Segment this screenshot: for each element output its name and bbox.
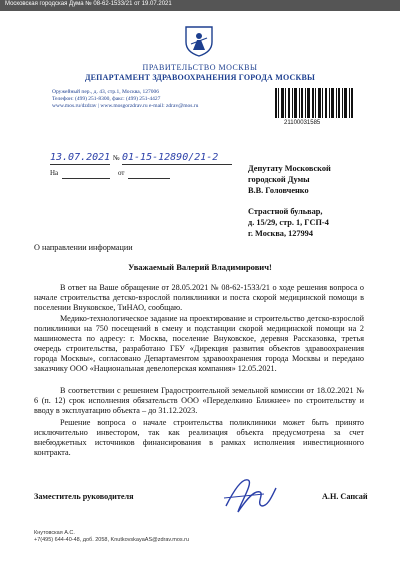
registration-number: 01-15-12890/21-2 [122, 152, 219, 163]
signature-icon [220, 470, 280, 520]
paragraph: В ответ на Ваше обращение от 28.05.2021 № 08-62-1533/21 о ходе решения вопроса о начале строительства детско-взрослой поликлиники и поста скорой медицинской помощи в поселении Внуковское, ТиНАО, сообщаю. [34, 283, 364, 312]
contact-phone: Телефон: (499) 251-8300, факс: (499) 251-4427 [52, 96, 161, 102]
paragraph: Решение вопроса о начале строительства поликлиники может быть принято исключительно инвестором, так как реализация объекта предусмотрена за счет внебюджетных источников финансирования в рамках исполнения инвестиционного контракта. [34, 418, 364, 457]
government-title: ПРАВИТЕЛЬСТВО МОСКВЫ [142, 63, 258, 72]
executor-name: Кнутовская А.С. [34, 530, 75, 536]
salutation: Уважаемый Валерий Владимирович! [128, 262, 272, 272]
number-underline [122, 164, 232, 165]
paragraph: В соответствии с решением Градостроительной земельной комиссии от 18.02.2021 № 6 (п. 12) срок исполнения обязательств ООО «Переделкино Ближнее» по строительству и вводу в эксплуатацию объекта – до 31.12.2023. [34, 386, 364, 415]
barcode-icon [275, 88, 353, 118]
barcode-number: 21100031585 [284, 120, 321, 126]
number-sign: № [113, 154, 120, 162]
signatory-position: Заместитель руководителя [34, 492, 134, 501]
paragraph: Медико-технологическое задание на проектирование и строительство детско-взрослой поликлиники на 750 посещений в смену и подстанции скорой медицинской помощи на 2 машиноместа по адресу: г. Москва, поселение Внуковское, деревня Рассказовка, третья очередь строительства, разработано ГБУ «Дирекция развития объектов здравоохранения города Москвы», согласовано Департаментом здравоохранения города Москвы и передано заказчику ООО «Национальная девелоперская компания» 12.05.2021. [34, 314, 364, 373]
date-underline [50, 164, 110, 165]
recipient-line: д. 15/29, стр. 1, ГСП-4 [248, 218, 329, 227]
registration-stamp-text: Московская городская Дума № 08-62-1533/21 от 19.07.2021 [5, 1, 172, 7]
recipient-line: Депутату Московской [248, 164, 331, 173]
recipient-line: Страстной бульвар, [248, 207, 323, 216]
executor-contact: +7(495) 644-40-48, доб. 2058, KnutkovskayaAS@zdrav.mos.ru [34, 537, 190, 543]
recipient-line: городской Думы [248, 175, 310, 184]
on-underline [62, 178, 110, 179]
on-label: На [50, 169, 59, 177]
from-label: от [118, 169, 125, 177]
recipient-line: г. Москва, 127994 [248, 229, 313, 238]
registration-date: 13.07.2021 [50, 152, 111, 163]
contact-address: Оружейный пер., д. 43, стр.1, Москва, 127006 [52, 89, 159, 95]
department-title: ДЕПАРТАМЕНТ ЗДРАВООХРАНЕНИЯ ГОРОДА МОСКВЫ [84, 73, 316, 82]
subject: О направлении информации [34, 243, 133, 252]
document-header-bar [0, 0, 400, 11]
recipient-line: В.В. Головченко [248, 186, 309, 195]
signatory-name: А.Н. Сапсай [322, 492, 368, 501]
moscow-coat-of-arms-icon [183, 24, 215, 58]
contact-web: www.mos.ru/dzdrav | www.mosgorzdrav.ru e-mail: zdrav@mos.ru [52, 103, 199, 109]
from-underline [128, 178, 170, 179]
